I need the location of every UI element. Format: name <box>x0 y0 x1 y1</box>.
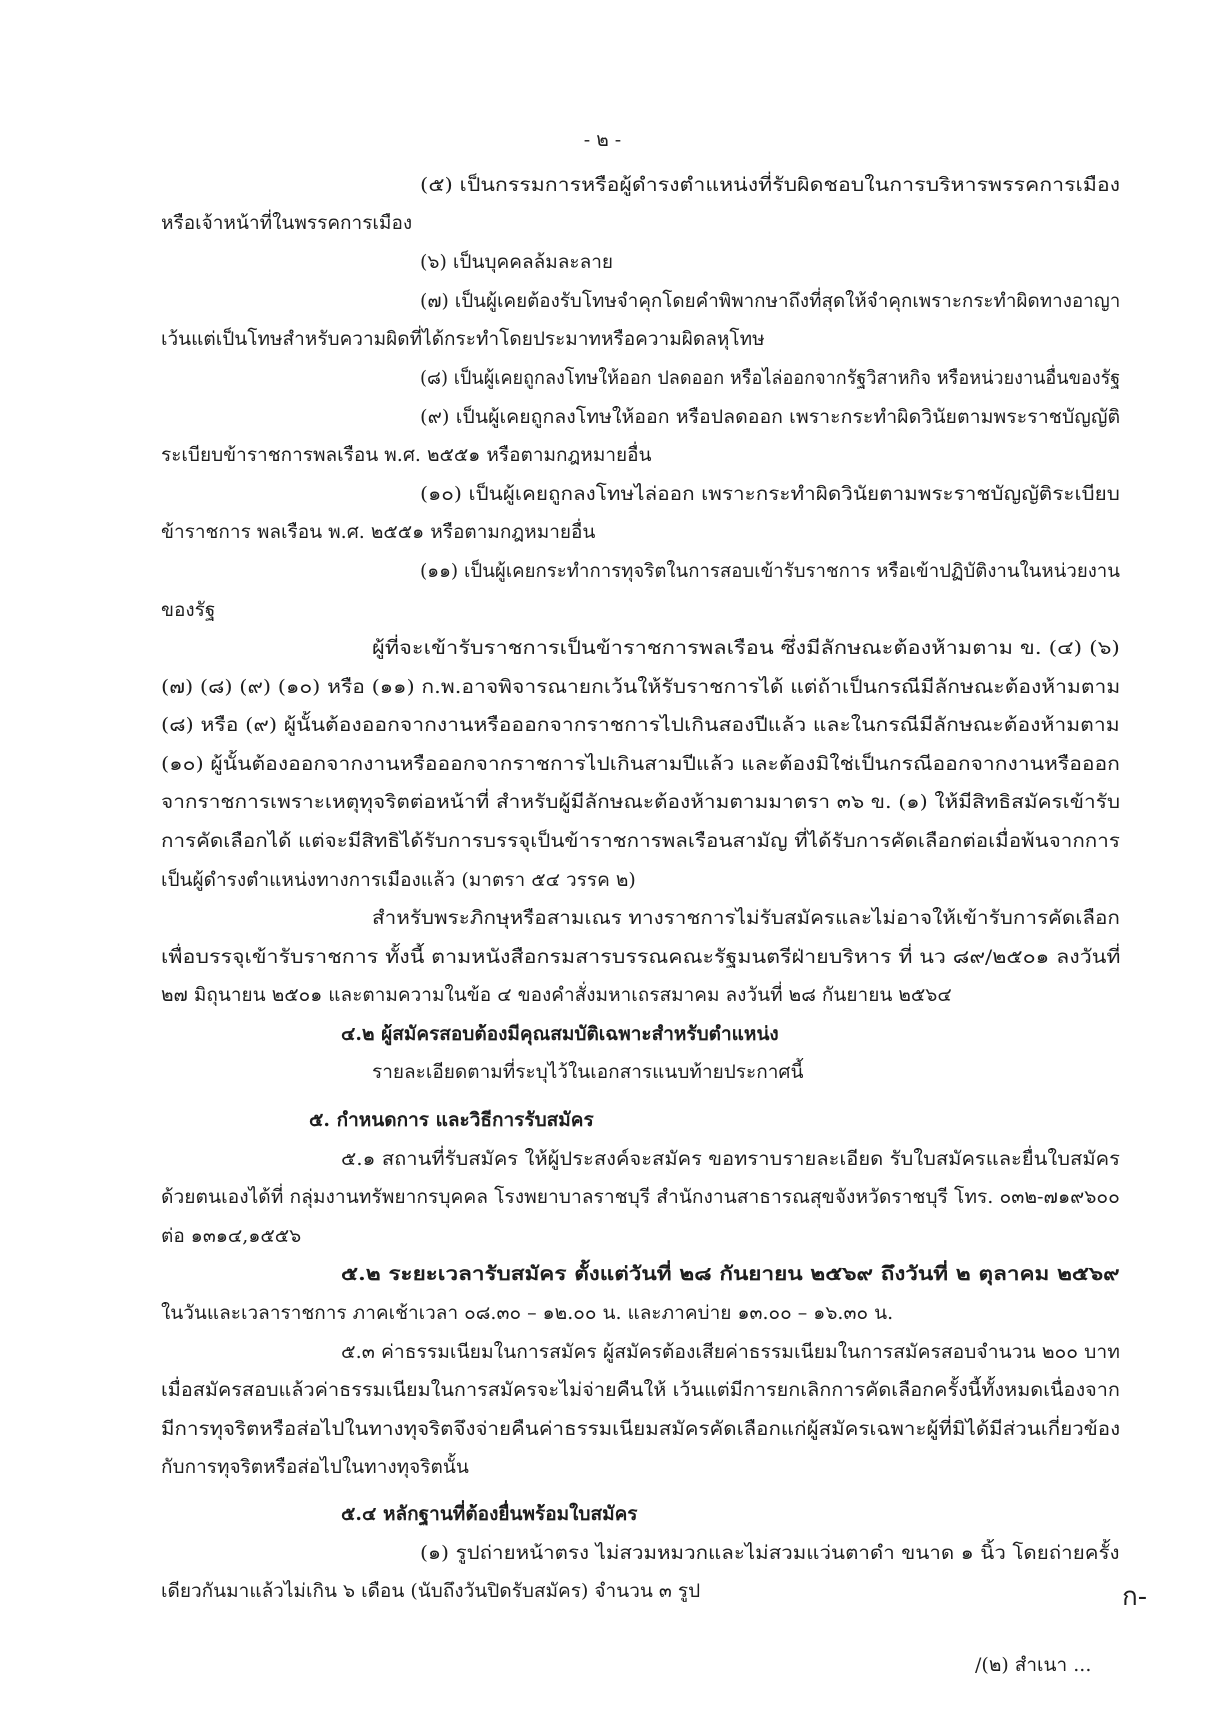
text-line: ๕.๑ สถานที่รับสมัคร ให้ผู้ประสงค์จะสมัคร ขอทราบรายละเอียด รับใบสมัครและยื่นใบสมัคร <box>341 1148 1120 1170</box>
initial-signature: ก- <box>1122 1582 1148 1612</box>
text-line: รายละเอียดตามที่ระบุไว้ในเอกสารแนบท้ายประกาศนี้ <box>372 1061 804 1083</box>
text-line: (๑๑) เป็นผู้เคยกระทำการทุจริตในการสอบเข้ารับราชการ หรือเข้าปฏิบัติงานในหน่วยงาน <box>420 560 1120 582</box>
text-line: เมื่อสมัครสอบแล้วค่าธรรมเนียมในการสมัครจะไม่จ่ายคืนให้ เว้นแต่มีการยกเลิกการคัดเลือกครั้งนี้ทั้งหมดเนื่องจาก <box>161 1379 1120 1401</box>
text-line: (๑) รูปถ่ายหน้าตรง ไม่สวมหมวกและไม่สวมแว่นตาดำ ขนาด ๑ นิ้ว โดยถ่ายครั้ง <box>420 1542 1120 1564</box>
text-line: (๙) เป็นผู้เคยถูกลงโทษให้ออก หรือปลดออก เพราะกระทำผิดวินัยตามพระราชบัญญัติ <box>420 406 1121 428</box>
text-line: (๘) เป็นผู้เคยถูกลงโทษให้ออก ปลดออก หรือไล่ออกจากรัฐวิสาหกิจ หรือหน่วยงานอื่นของรัฐ <box>420 367 1121 389</box>
text-line: ผู้ที่จะเข้ารับราชการเป็นข้าราชการพลเรือน ซึ่งมีลักษณะต้องห้ามตาม ข. (๔) (๖) <box>372 637 1120 659</box>
text-line: ระเบียบข้าราชการพลเรือน พ.ศ. ๒๕๕๑ หรือตามกฎหมายอื่น <box>161 444 652 466</box>
text-line: ของรัฐ <box>161 599 216 621</box>
text-line: ๔.๒ ผู้สมัครสอบต้องมีคุณสมบัติเฉพาะสำหรับตำแหน่ง <box>341 1023 779 1045</box>
text-line: (๕) เป็นกรรมการหรือผู้ดำรงตำแหน่งที่รับผิดชอบในการบริหารพรรคการเมือง <box>420 174 1121 196</box>
text-line: (๑๐) เป็นผู้เคยถูกลงโทษไล่ออก เพราะกระทำผิดวินัยตามพระราชบัญญัติระเบียบ <box>420 483 1120 505</box>
text-line: เป็นผู้ดำรงตำแหน่งทางการเมืองแล้ว (มาตรา ๕๔ วรรค ๒) <box>161 869 636 891</box>
text-line: หรือเจ้าหน้าที่ในพรรคการเมือง <box>161 212 413 234</box>
text-line: (๗) (๘) (๙) (๑๐) หรือ (๑๑) ก.พ.อาจพิจารณายกเว้นให้รับราชการได้ แต่ถ้าเป็นกรณีมีลักษณะต้องห้ามตาม <box>161 676 1121 698</box>
text-line: ๕. กำหนดการ และวิธีการรับสมัคร <box>309 1109 594 1131</box>
text-line: ด้วยตนเองได้ที่ กลุ่มงานทรัพยากรบุคคล โรงพยาบาลราชบุรี สำนักงานสาธารณสุขจังหวัดราชบุรี โทร. ๐๓๒-๗๑๙๖๐๐ <box>161 1186 1120 1208</box>
text-line: (๘) หรือ (๙) ผู้นั้นต้องออกจากงานหรือออกจากราชการไปเกินสองปีแล้ว และในกรณีมีลักษณะต้องห้ามตาม <box>161 714 1120 736</box>
text-line: สำหรับพระภิกษุหรือสามเณร ทางราชการไม่รับสมัครและไม่อาจให้เข้ารับการคัดเลือก <box>372 907 1120 929</box>
text-line: /(๒) สำเนา ... <box>975 1654 1092 1676</box>
text-line: มีการทุจริตหรือส่อไปในทางทุจริตจึงจ่ายคืนค่าธรรมเนียมสมัครคัดเลือกแก่ผู้สมัครเฉพาะผู้ที่มิได้มีส่วนเกี่ยวข้อง <box>161 1418 1121 1440</box>
text-line: (๗) เป็นผู้เคยต้องรับโทษจำคุกโดยคำพิพากษาถึงที่สุดให้จำคุกเพราะกระทำผิดทางอาญา <box>420 290 1121 312</box>
text-line: ๕.๔ หลักฐานที่ต้องยื่นพร้อมใบสมัคร <box>341 1503 638 1525</box>
text-line: การคัดเลือกได้ แต่จะมีสิทธิได้รับการบรรจุเป็นข้าราชการพลเรือนสามัญ ที่ได้รับการคัดเลือกต่อเมื่อพ้นจากการ <box>161 830 1120 852</box>
text-line: เว้นแต่เป็นโทษสำหรับความผิดที่ได้กระทำโดยประมาทหรือความผิดลหุโทษ <box>161 328 765 350</box>
text-line: (๑๐) ผู้นั้นต้องออกจากงานหรือออกจากราชการไปเกินสามปีแล้ว และต้องมิใช่เป็นกรณีออกจากงานหรือออก <box>161 753 1120 775</box>
text-line: ๒๗ มิถุนายน ๒๕๐๑ และตามความในข้อ ๔ ของคำสั่งมหาเถรสมาคม ลงวันที่ ๒๘ กันยายน ๒๕๖๔ <box>161 984 952 1006</box>
text-line: กับการทุจริตหรือส่อไปในทางทุจริตนั้น <box>161 1456 469 1478</box>
text-line: (๖) เป็นบุคคลล้มละลาย <box>420 251 614 273</box>
page-number: - ๒ - <box>583 129 622 151</box>
text-line: เดียวกันมาแล้วไม่เกิน ๖ เดือน (นับถึงวันปิดรับสมัคร) จำนวน ๓ รูป <box>161 1580 701 1602</box>
text-line: ข้าราชการ พลเรือน พ.ศ. ๒๕๕๑ หรือตามกฎหมายอื่น <box>161 521 596 543</box>
text-line: ๕.๓ ค่าธรรมเนียมในการสมัคร ผู้สมัครต้องเสียค่าธรรมเนียมในการสมัครสอบจำนวน ๒๐๐ บาท <box>341 1341 1120 1363</box>
text-line: เพื่อบรรจุเข้ารับราชการ ทั้งนี้ ตามหนังสือกรมสารบรรณคณะรัฐมนตรีฝ่ายบริหาร ที่ นว ๘๙/๒๕๐๑ ลงวันที่ <box>161 946 1121 968</box>
text-line: จากราชการเพราะเหตุทุจริตต่อหน้าที่ สำหรับผู้มีลักษณะต้องห้ามตามมาตรา ๓๖ ข. (๑) ให้มีสิทธิสมัครเข้ารับ <box>161 791 1121 813</box>
text-line: ต่อ ๑๓๑๔,๑๕๕๖ <box>161 1225 302 1247</box>
text-line: ๕.๒ ระยะเวลารับสมัคร ตั้งแต่วันที่ ๒๘ กันยายน ๒๕๖๙ ถึงวันที่ ๒ ตุลาคม ๒๕๖๙ <box>341 1263 1120 1285</box>
text-line: ในวันและเวลาราชการ ภาคเช้าเวลา ๐๘.๓๐ – ๑๒.๐๐ น. และภาคบ่าย ๑๓.๐๐ – ๑๖.๓๐ น. <box>161 1302 894 1324</box>
